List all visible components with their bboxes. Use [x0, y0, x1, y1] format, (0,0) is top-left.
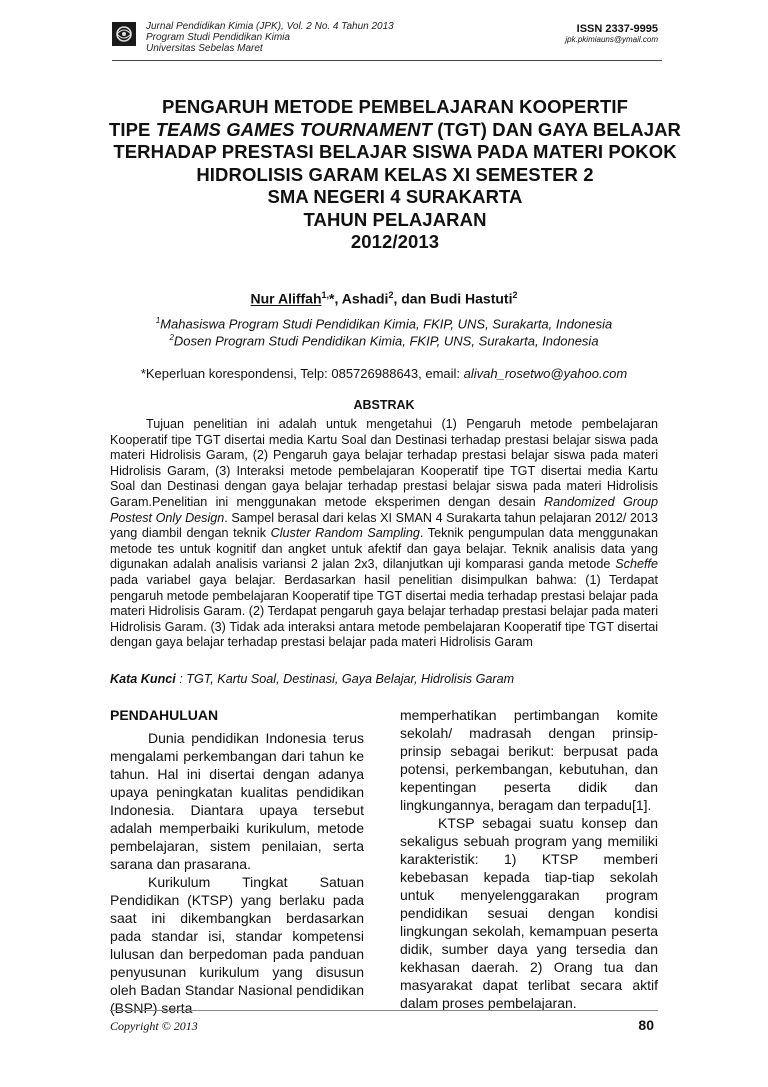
intro-paragraph-1: Dunia pendidikan Indonesia terus mengalami perkembangan dari tahun ke tahun. Hal ini disertai dengan adanya upaya peningkatan kualitas pendidikan Indonesia. Diantara upaya tersebut adalah memperbaiki kurikulum, metode pembelajaran, sistem penilaian, serta sarana dan prasarana. — [110, 730, 364, 872]
correspondence — [0, 366, 768, 381]
author-sep: , dan — [393, 290, 431, 307]
journal-info — [146, 21, 394, 54]
affiliation-1-sup: 1 — [155, 316, 161, 325]
title-line-6: TAHUN PELAJARAN — [303, 208, 487, 230]
title-line-7: 2012/2013 — [350, 231, 440, 252]
intro-paragraph-4: KTSP sebagai suatu konsep dan sekaligus sebuah program yang memiliki karakteristik: 1) KTSP memberi kebebasan kepada tiap-tiap sekolah untuk menyelenggarakan program pendidikan sesuai dengan kondisi lingkungan sekolah, kemampuan peserta didik, sumber daya yang tersedia dan kekhasan daerah. 2) Orang tua dan masyarakat dapat terlibat secara aktif dalam proses pembelajaran. — [400, 815, 658, 1011]
paper-title — [100, 96, 690, 254]
author-2: Ashadi — [341, 290, 389, 307]
abstract-sampling-term: Cluster Random Sampling — [270, 526, 420, 541]
abstract-scheffe-term: Scheffe — [615, 557, 658, 572]
journal-program: Program Studi Pendidikan Kimia — [146, 32, 290, 43]
abstract-part-2: . Sampel berasal dari kelas XI SMAN 4 Surakarta tahun pelajaran 2012/ 2013 yang diambil dengan teknik — [110, 510, 658, 541]
journal-header — [112, 18, 662, 61]
correspondence-email[interactable]: alivah_rosetwo@yahoo.com — [463, 366, 628, 381]
journal-meta — [565, 23, 658, 45]
abstract-heading: ABSTRAK — [353, 398, 415, 412]
author-1: Nur Aliffah — [250, 290, 322, 307]
title-line-2-post: (TGT) DAN GAYA BELAJAR — [432, 118, 682, 140]
intro-paragraph-3: memperhatikan pertimbangan komite sekolah/ madrasah dengan prinsip-prinsip sebagai berikut: berpusat pada potensi, perkembangan, kebutuhan, dan kepentingan peserta didik dan lingkungannya, beragam dan terpadu[1]. — [400, 707, 658, 813]
keywords — [110, 672, 514, 686]
affiliation-2-text: Dosen Program Studi Pendidikan Kimia, FKIP, UNS, Surakarta, Indonesia — [173, 333, 599, 349]
column-right — [400, 706, 658, 1012]
abstract-design-term: Randomized Group Postest Only Design — [110, 494, 658, 525]
journal-logo — [112, 22, 136, 46]
title-line-1: PENGARUH METODE PEMBELAJARAN KOOPERTIF — [162, 96, 628, 117]
copyright: Copyright © 2013 — [110, 1019, 198, 1033]
journal-email: jpk.pkimiauns@ymail.com — [565, 35, 658, 44]
title-line-5: SMA NEGERI 4 SURAKARTA — [267, 186, 523, 207]
section-heading: PENDAHULUAN — [110, 707, 219, 723]
title-line-2 — [100, 119, 690, 142]
author-1-mark: *, — [329, 290, 342, 307]
column-left — [110, 706, 364, 1017]
author-list — [0, 290, 768, 307]
issn: ISSN 2337-9995 — [576, 23, 658, 35]
author-1-sup: 1, — [321, 290, 330, 300]
author-3-sup: 2 — [512, 290, 518, 300]
author-2-sup: 2 — [388, 290, 394, 300]
affiliation-1-text: Mahasiswa Program Studi Pendidikan Kimia, FKIP, UNS, Surakarta, Indonesia — [160, 316, 613, 332]
abstract — [110, 417, 658, 651]
affiliation-2-sup: 2 — [169, 333, 174, 342]
keywords-label: Kata Kunci — [110, 672, 176, 686]
abstract-text — [110, 417, 658, 651]
page-footer — [110, 1010, 658, 1033]
title-line-2-pre: TIPE — [108, 118, 156, 140]
title-line-4: HIDROLISIS GARAM KELAS XI SEMESTER 2 — [196, 163, 594, 185]
correspondence-text: *Keperluan korespondensi, Telp: 085726988643, email: — [140, 366, 464, 381]
intro-paragraph-2: Kurikulum Tingkat Satuan Pendidikan (KTSP) yang berlaku pada saat ini dikembangkan berdasarkan pada standar isi, standar kompetensi lulusan dan berpedoman pada panduan penyusunan kurikulum yang disusun oleh Badan Standar Nasional pendidikan (BSNP) serta — [110, 874, 364, 1016]
title-line-3: TERHADAP PRESTASI BELAJAR SISWA PADA MATERI POKOK — [113, 141, 677, 162]
title-line-2-italic: TEAMS GAMES TOURNAMENT — [155, 118, 433, 140]
keywords-text: : TGT, Kartu Soal, Destinasi, Gaya Belajar, Hidrolisis Garam — [175, 672, 515, 686]
abstract-part-4: pada variabel gaya belajar. Berdasarkan hasil penelitian disimpulkan bahwa: (1) Terdapat pengaruh metode pembelajaran Kooperatif tipe TGT disertai media terhadap prestasi belajar pada materi Hidrolisis Garam. (2) Terdapat pengaruh gaya belajar terhadap prestasi belajar pada materi Hidrolisis Garam. (3) Tidak ada interaksi antara metode pembelajaran Kooperatif tipe TGT disertai dengan gaya belajar terhadap prestasi belajar pada materi Hidrolisis Garam — [110, 572, 658, 650]
author-3: Budi Hastuti — [430, 290, 513, 307]
journal-name: Jurnal Pendidikan Kimia (JPK), Vol. 2 No. 4 Tahun 2013 — [146, 21, 394, 32]
abstract-part-1: Tujuan penelitian ini adalah untuk mengetahui (1) Pengaruh metode pembelajaran Kooperatif tipe TGT disertai media Kartu Soal dan Destinasi terhadap prestasi belajar siswa pada materi Hidrolisis Garam, (2) Pengaruh gaya belajar terhadap prestasi belajar siswa pada materi Hidrolisis Garam, (3) Interaksi metode pembelajaran Kooperatif tipe TGT disertai media Kartu Soal dan Destinasi dengan gaya belajar terhadap prestasi belajar siswa pada materi Hidrolisis Garam.Penelitian ini menggunakan metode eksperimen dengan desain — [110, 417, 658, 509]
affiliation-2 — [0, 330, 768, 349]
page-number: 80 — [638, 1017, 654, 1033]
abstract-part-3: . Teknik pengumpulan data menggunakan metode tes untuk kognitif dan angket untuk afektif dan gaya belajar. Teknik analisis data yang digunakan adalah analisis variansi 2 jalan 2x3, dilanjutkan uji komparasi ganda metode — [110, 526, 658, 572]
journal-university: Universitas Sebelas Maret — [146, 43, 263, 54]
